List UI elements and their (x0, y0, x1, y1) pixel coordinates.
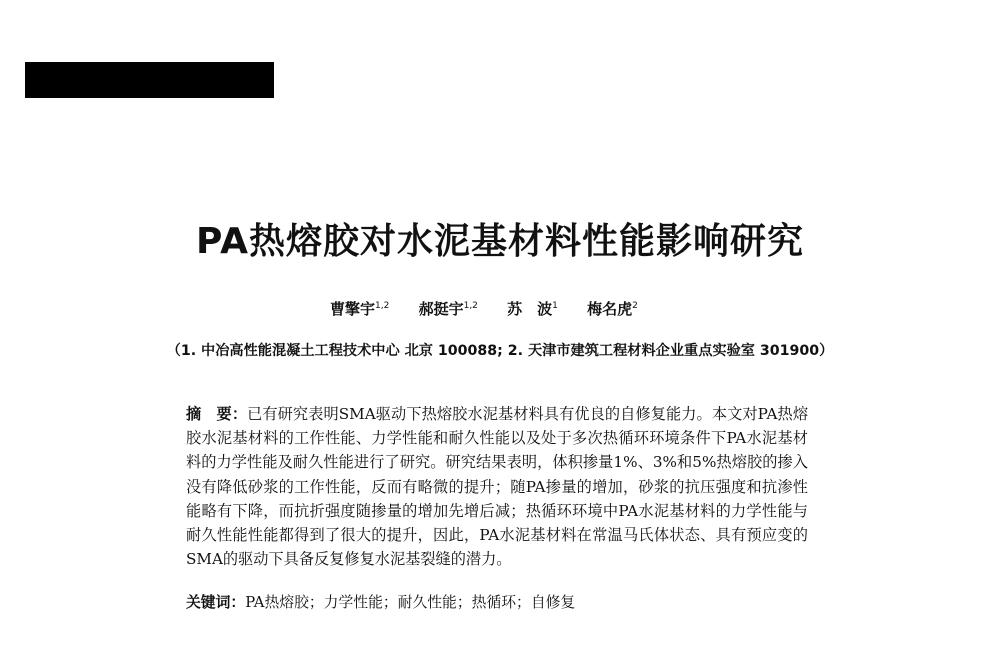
author-name: 郝挺宇 (418, 300, 464, 318)
author-name: 苏 波 (507, 300, 553, 318)
abstract-label: 摘 要： (186, 405, 248, 423)
author-4 (587, 300, 638, 318)
redaction-bar (25, 62, 274, 98)
author-list (330, 300, 662, 318)
keywords (186, 592, 808, 614)
affiliation-line: （1. 中冶高性能混凝土工程技术中心 北京 100088; 2. 天津市建筑工程材料企业重点实验室 301900） (166, 343, 834, 359)
abstract (186, 402, 808, 571)
author-2 (419, 300, 478, 318)
keywords-text: PA热熔胶；力学性能；耐久性能；热循环；自修复 (245, 594, 576, 611)
author-affiliation-mark: 1,2 (375, 301, 390, 311)
keywords-label: 关键词： (186, 594, 246, 611)
author-affiliation-mark: 2 (632, 301, 638, 311)
author-name: 曹擎宇 (330, 300, 376, 318)
author-1 (330, 300, 389, 318)
author-affiliation-mark: 1,2 (463, 301, 478, 311)
author-3 (507, 300, 558, 318)
author-name: 梅名虎 (587, 300, 633, 318)
paper-title: PA热熔胶对水泥基材料性能影响研究 (196, 221, 804, 262)
abstract-text: 已有研究表明SMA驱动下热熔胶水泥基材料具有优良的自修复能力。本文对PA热熔胶水泥基材料的工作性能、力学性能和耐久性能以及处于多次热循环环境条件下PA水泥基材料的力学性能及耐久性能进行了研究。研究结果表明，体积掺量1%、3%和5%热熔胶的掺入没有降低砂浆的工作性能，反而有略微的提升；随PA掺量的增加，砂浆的抗压强度和抗渗性能略有下降，而抗折强度随掺量的增加先增后减；热循环环境中PA水泥基材料的力学性能与耐久性能性能都得到了很大的提升，因此，PA水泥基材料在常温马氏体状态、具有预应变的SMA的驱动下具备反复修复水泥基裂缝的潜力。 (186, 405, 809, 569)
author-affiliation-mark: 1 (552, 301, 558, 311)
